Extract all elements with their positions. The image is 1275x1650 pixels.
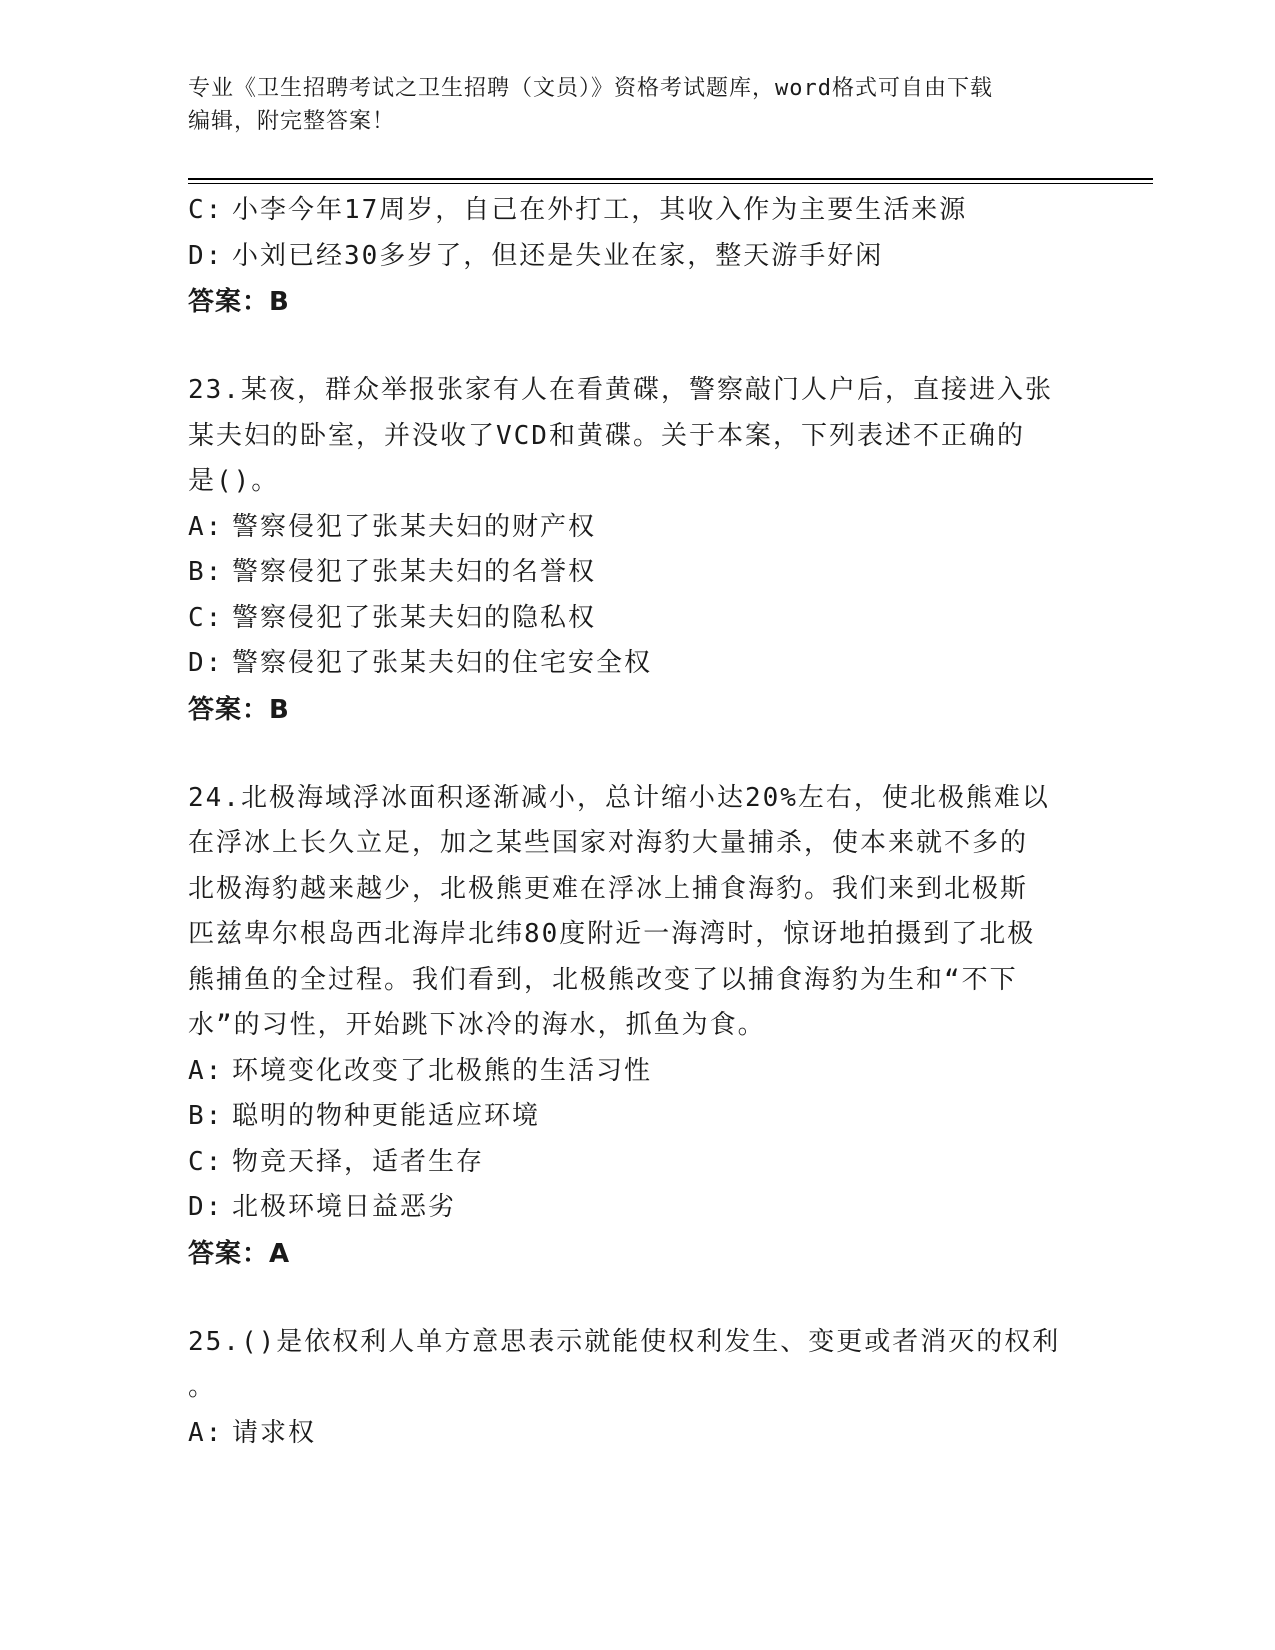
option-text: 警察侵犯了张某夫妇的财产权 [232, 511, 597, 542]
option-line [188, 188, 1088, 234]
option-text: 请求权 [232, 1417, 317, 1448]
question-stem-line: 是()。 [188, 466, 280, 496]
question-stem-line: 某夫妇的卧室，并没收了VCD和黄碟。关于本案，下列表述不正确的 [188, 420, 1025, 451]
option-line [188, 641, 1088, 687]
question-stem-line: 熊捕鱼的全过程。我们看到，北极熊改变了以捕食海豹为生和“不下 [188, 964, 1018, 995]
option-text: 小李今年17周岁，自己在外打工，其收入作为主要生活来源 [232, 195, 968, 225]
question-stem-line: 水”的习性，开始跳下冰冷的海水，抓鱼为食。 [188, 1010, 766, 1040]
answer-line: 答案：A [188, 1238, 291, 1269]
option-line [188, 1094, 1088, 1140]
option-line [188, 1140, 1088, 1186]
question-stem-line: 23.某夜，群众举报张家有人在看黄碟，警察敲门人户后，直接进入张 [188, 375, 1053, 405]
option-text: 警察侵犯了张某夫妇的隐私权 [232, 602, 597, 633]
option-text: 北极环境日益恶劣 [232, 1192, 457, 1222]
question-23 [188, 368, 1088, 733]
option-key: C: [188, 1146, 224, 1177]
option-line [188, 550, 1088, 596]
option-key: C: [188, 195, 224, 225]
option-text: 环境变化改变了北极熊的生活习性 [232, 1055, 653, 1086]
question-stem-line: 在浮冰上长久立足，加之某些国家对海豹大量捕杀，使本来就不多的 [188, 828, 1029, 858]
answer-line: 答案：B [188, 287, 290, 317]
option-key: D: [188, 1192, 224, 1222]
option-line [188, 1049, 1088, 1095]
option-key: C: [188, 602, 224, 633]
header-divider-thick [188, 178, 1153, 180]
header-line-1: 专业《卫生招聘考试之卫生招聘（文员）》资格考试题库，word格式可自由下载 [188, 76, 993, 101]
option-key: A: [188, 511, 224, 542]
option-key: B: [188, 557, 224, 587]
document-header [188, 72, 1088, 138]
option-line [188, 596, 1088, 642]
option-line [188, 234, 1088, 280]
option-line [188, 1411, 1088, 1457]
spacer [188, 325, 1088, 368]
question-stem-line: 24.北极海域浮冰面积逐渐减小，总计缩小达20%左右，使北极熊难以 [188, 782, 1050, 813]
option-key: B: [188, 1101, 224, 1131]
header-divider-thin [188, 183, 1153, 184]
option-text: 物竞天择，适者生存 [232, 1146, 485, 1177]
option-line [188, 1185, 1088, 1231]
option-text: 小刘已经30多岁了，但还是失业在家，整天游手好闲 [232, 240, 884, 271]
option-key: D: [188, 240, 224, 271]
answer-line: 答案：B [188, 694, 290, 725]
question-25 [188, 1320, 1088, 1457]
question-stem-line: 匹兹卑尔根岛西北海岸北纬80度附近一海湾时，惊讶地拍摄到了北极 [188, 919, 1036, 949]
option-key: A: [188, 1055, 224, 1086]
question-content [188, 188, 1088, 1456]
question-stem-line: 25.()是依权利人单方意思表示就能使权利发生、变更或者消灭的权利 [188, 1326, 1061, 1357]
header-line-2: 编辑，附完整答案！ [188, 109, 396, 134]
option-text: 警察侵犯了张某夫妇的名誉权 [232, 557, 597, 587]
question-stem-line: 。 [188, 1372, 217, 1402]
option-key: D: [188, 648, 224, 678]
spacer [188, 1277, 1088, 1320]
option-key: A: [188, 1417, 224, 1448]
question-24 [188, 776, 1088, 1277]
spacer [188, 733, 1088, 776]
question-stem-line: 北极海豹越来越少，北极熊更难在浮冰上捕食海豹。我们来到北极斯 [188, 873, 1029, 904]
prev-question-block [188, 188, 1088, 325]
option-text: 聪明的物种更能适应环境 [232, 1101, 541, 1131]
option-text: 警察侵犯了张某夫妇的住宅安全权 [232, 648, 653, 678]
option-line [188, 505, 1088, 551]
